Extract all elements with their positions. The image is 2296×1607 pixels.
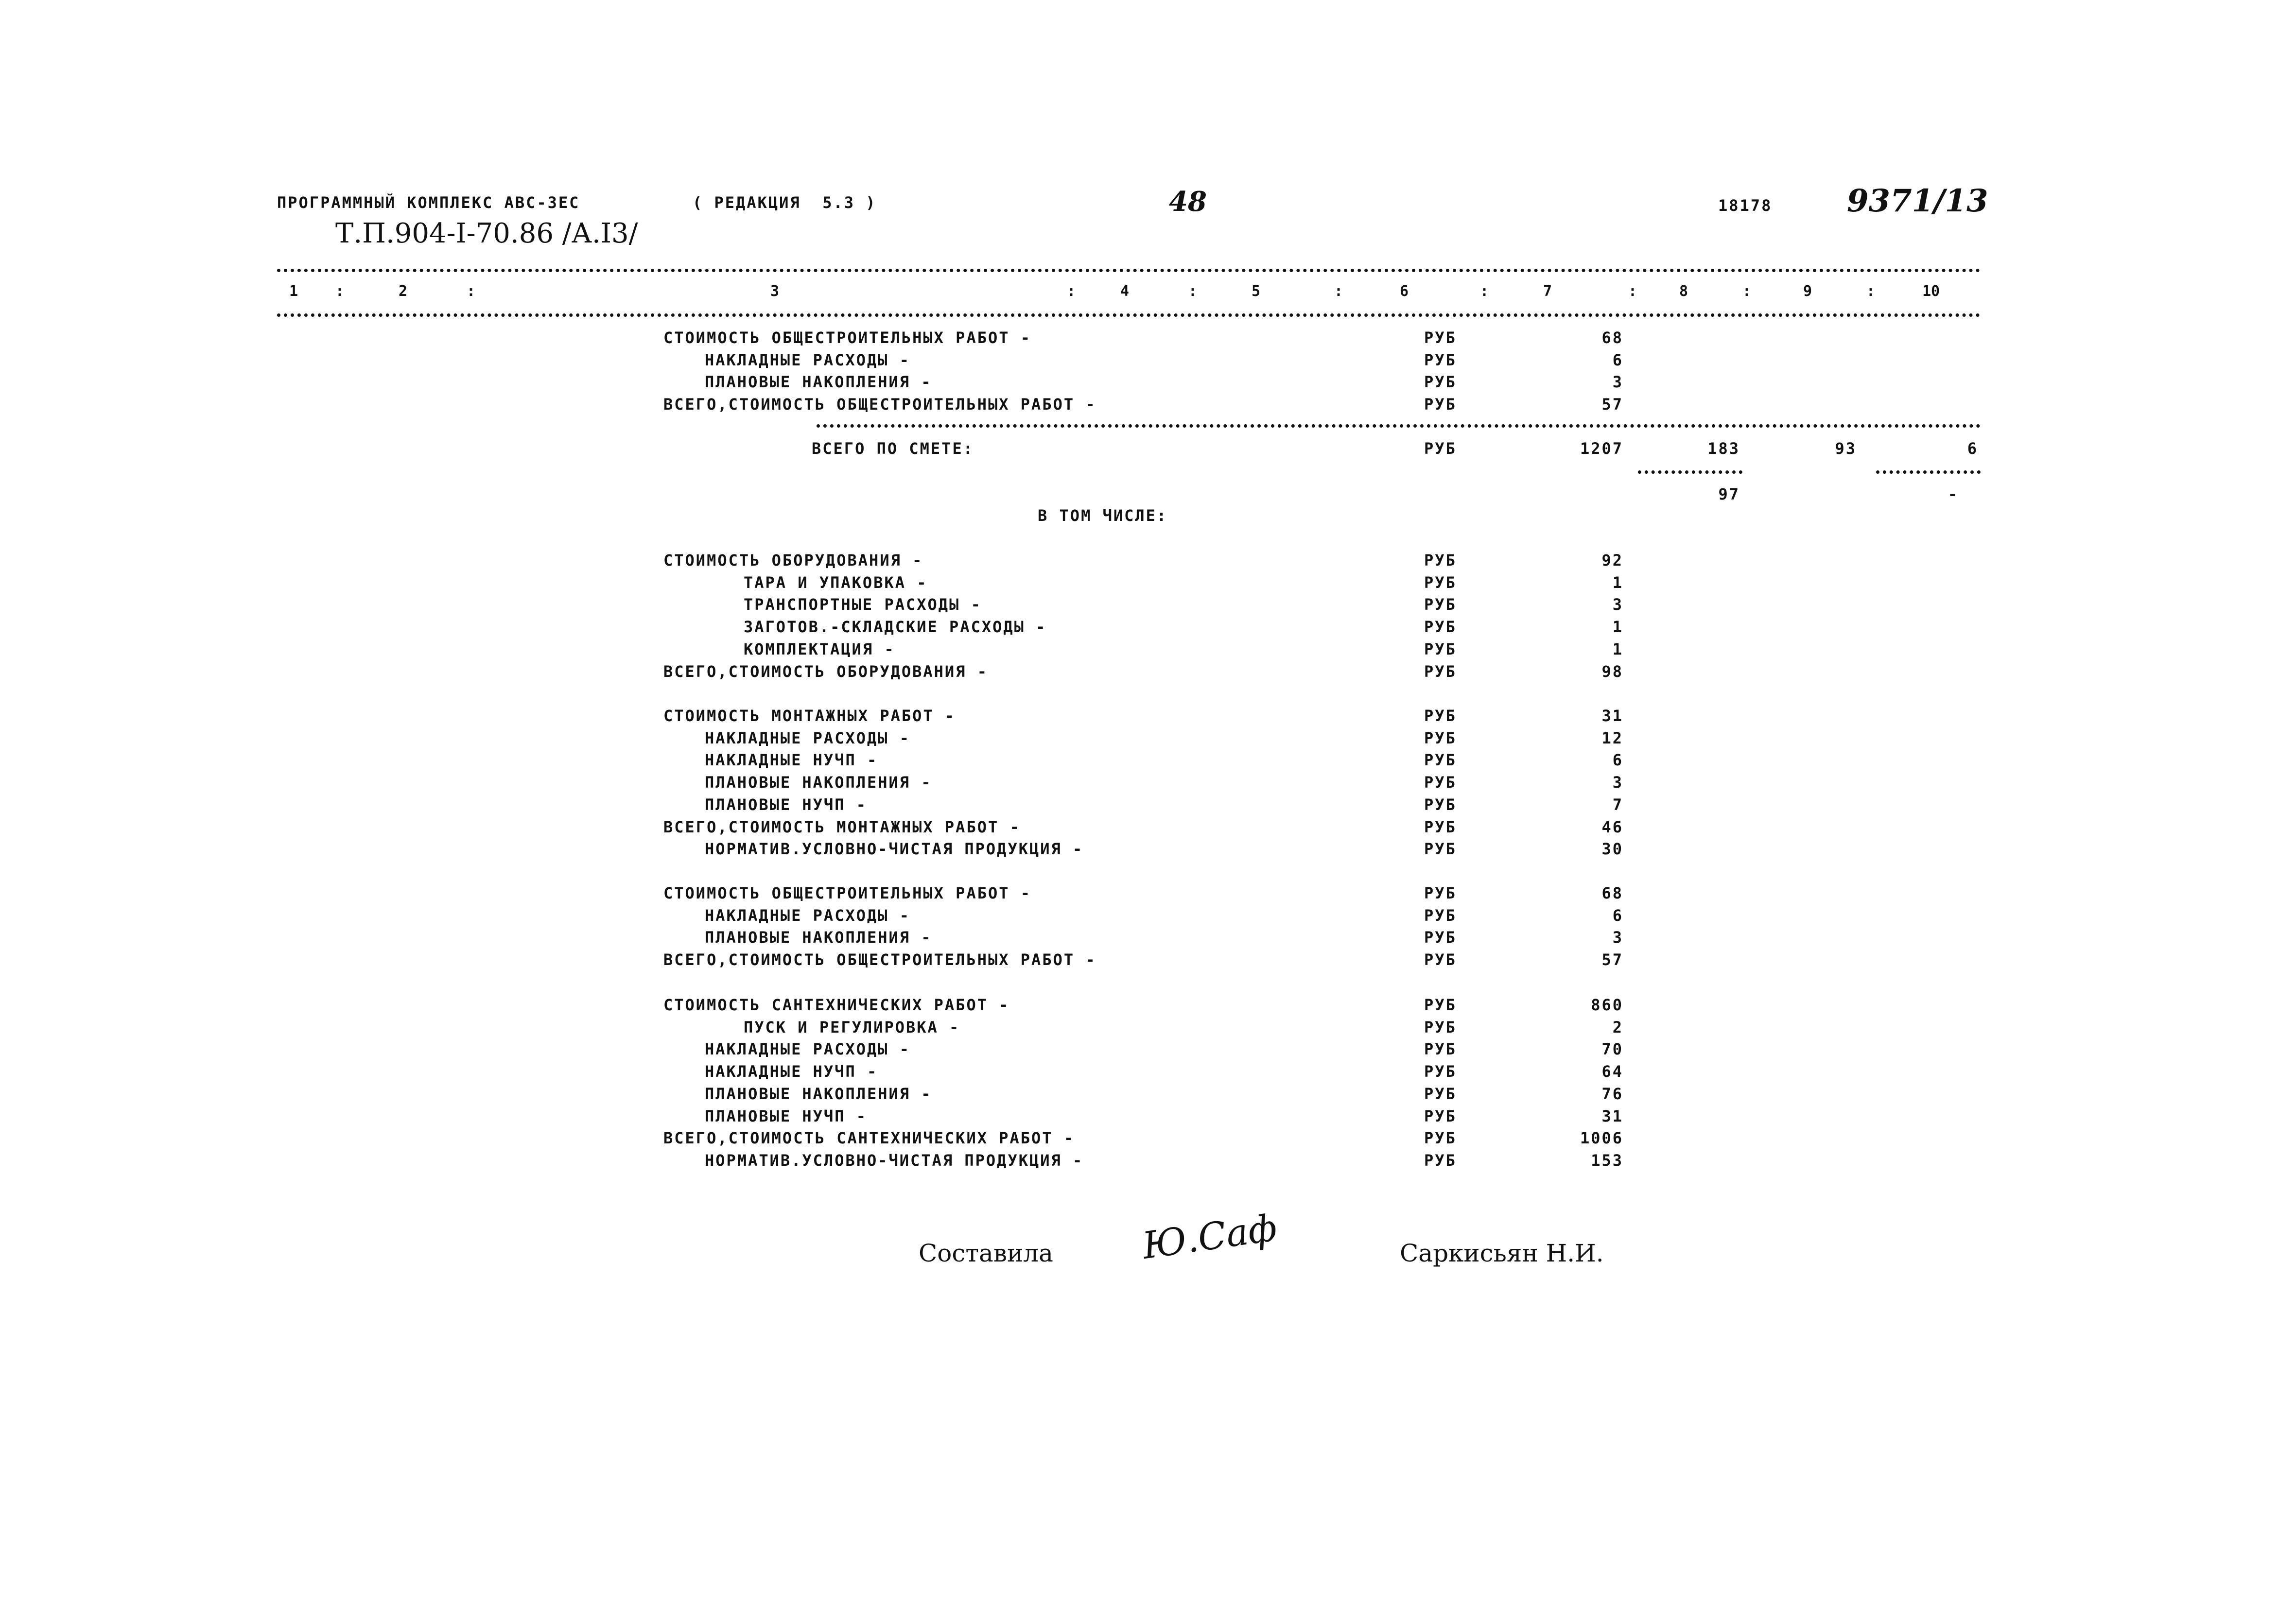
row-label: ПЛАНОВЫЕ НАКОПЛЕНИЯ - xyxy=(705,773,932,792)
sheet-reference: 9371/13 xyxy=(1847,183,1988,219)
row-unit: РУБ xyxy=(1424,928,1457,947)
column-label: 6 xyxy=(1400,283,1409,300)
row-unit: РУБ xyxy=(1424,328,1457,347)
total-label: ВСЕГО ПО СМЕТЕ: xyxy=(812,439,974,458)
row-value: 1 xyxy=(1612,573,1623,592)
column-separator: : xyxy=(335,283,345,300)
signature: Ю.Саф xyxy=(1140,1206,1280,1267)
row-unit: РУБ xyxy=(1424,707,1457,725)
column-label: 8 xyxy=(1679,283,1688,300)
row-label: ТРАНСПОРТНЫЕ РАСХОДЫ - xyxy=(744,595,982,614)
row-label: НАКЛАДНЫЕ РАСХОДЫ - xyxy=(705,1040,911,1059)
row-value: 46 xyxy=(1601,817,1623,836)
total-col8: 183 xyxy=(1707,439,1740,458)
row-unit: РУБ xyxy=(1424,1084,1457,1103)
row-value: 31 xyxy=(1601,707,1623,725)
row-value: 57 xyxy=(1601,950,1623,969)
column-label: 4 xyxy=(1120,283,1130,300)
row-label: ВСЕГО,СТОИМОСТЬ МОНТАЖНЫХ РАБОТ - xyxy=(663,817,1021,836)
total-col8-rule xyxy=(1638,470,1742,474)
row-unit: РУБ xyxy=(1424,595,1457,614)
row-value: 31 xyxy=(1601,1106,1623,1125)
column-separator: : xyxy=(1188,283,1198,300)
total-col7: 1207 xyxy=(1580,439,1623,458)
column-separator: : xyxy=(1628,283,1637,300)
row-unit: РУБ xyxy=(1424,773,1457,792)
row-unit: РУБ xyxy=(1424,906,1457,925)
row-unit: РУБ xyxy=(1424,618,1457,637)
row-label: НАКЛАДНЫЕ РАСХОДЫ - xyxy=(705,350,911,369)
row-label: ВСЕГО,СТОИМОСТЬ ОБЩЕСТРОИТЕЛЬНЫХ РАБОТ - xyxy=(663,395,1096,414)
column-separator: : xyxy=(1742,283,1752,300)
row-value: 68 xyxy=(1601,884,1623,902)
compiled-label: Составила xyxy=(919,1239,1053,1267)
compiler-name: Саркисьян Н.И. xyxy=(1400,1239,1604,1267)
row-unit: РУБ xyxy=(1424,350,1457,369)
total-col10: 6 xyxy=(1967,439,1978,458)
row-unit: РУБ xyxy=(1424,950,1457,969)
row-value: 3 xyxy=(1612,773,1623,792)
row-label: ЗАГОТОВ.-СКЛАДСКИЕ РАСХОДЫ - xyxy=(744,618,1047,637)
row-unit: РУБ xyxy=(1424,551,1457,570)
row-value: 57 xyxy=(1601,395,1623,414)
column-separator: : xyxy=(1067,283,1076,300)
row-label: ПЛАНОВЫЕ НАКОПЛЕНИЯ - xyxy=(705,928,932,947)
table-top-rule xyxy=(277,269,1981,272)
row-value: 70 xyxy=(1601,1040,1623,1059)
row-unit: РУБ xyxy=(1424,639,1457,658)
row-unit: РУБ xyxy=(1424,1151,1457,1170)
row-unit: РУБ xyxy=(1424,373,1457,392)
row-label: НАКЛАДНЫЕ РАСХОДЫ - xyxy=(705,906,911,925)
total-rule xyxy=(817,424,1981,428)
row-unit: РУБ xyxy=(1424,884,1457,902)
total-unit: РУБ xyxy=(1424,439,1457,458)
row-unit: РУБ xyxy=(1424,1129,1457,1148)
project-code: Т.П.904-I-70.86 /А.I3/ xyxy=(335,218,638,249)
column-separator: : xyxy=(467,283,476,300)
row-value: 2 xyxy=(1612,1018,1623,1037)
row-value: 68 xyxy=(1601,328,1623,347)
column-label: 5 xyxy=(1252,283,1261,300)
row-unit: РУБ xyxy=(1424,795,1457,814)
column-label: 7 xyxy=(1543,283,1552,300)
row-value: 3 xyxy=(1612,595,1623,614)
row-value: 153 xyxy=(1591,1151,1623,1170)
row-value: 12 xyxy=(1601,728,1623,747)
total-col10-sub: - xyxy=(1948,485,1959,503)
row-value: 1006 xyxy=(1580,1129,1623,1148)
row-value: 92 xyxy=(1601,551,1623,570)
row-label: ПЛАНОВЫЕ НУЧП - xyxy=(705,795,867,814)
row-value: 1 xyxy=(1612,618,1623,637)
row-value: 1 xyxy=(1612,639,1623,658)
column-label: 3 xyxy=(770,283,780,300)
row-label: НОРМАТИВ.УСЛОВНО-ЧИСТАЯ ПРОДУКЦИЯ - xyxy=(705,1151,1084,1170)
row-label: НОРМАТИВ.УСЛОВНО-ЧИСТАЯ ПРОДУКЦИЯ - xyxy=(705,840,1084,859)
column-label: 1 xyxy=(289,283,298,300)
total-col9: 93 xyxy=(1835,439,1857,458)
row-unit: РУБ xyxy=(1424,662,1457,681)
row-label: ПЛАНОВЫЕ НУЧП - xyxy=(705,1106,867,1125)
row-unit: РУБ xyxy=(1424,996,1457,1014)
row-value: 6 xyxy=(1612,906,1623,925)
including-label: В ТОМ ЧИСЛЕ: xyxy=(1038,506,1168,525)
row-unit: РУБ xyxy=(1424,728,1457,747)
row-label: КОМПЛЕКТАЦИЯ - xyxy=(744,639,895,658)
row-label: ВСЕГО,СТОИМОСТЬ САНТЕХНИЧЕСКИХ РАБОТ - xyxy=(663,1129,1075,1148)
column-label: 2 xyxy=(399,283,408,300)
row-unit: РУБ xyxy=(1424,573,1457,592)
program-edition: ( РЕДАКЦИЯ 5.3 ) xyxy=(693,193,877,212)
row-value: 6 xyxy=(1612,350,1623,369)
row-unit: РУБ xyxy=(1424,1040,1457,1059)
row-value: 6 xyxy=(1612,751,1623,770)
row-unit: РУБ xyxy=(1424,1018,1457,1037)
row-value: 7 xyxy=(1612,795,1623,814)
total-col8-sub: 97 xyxy=(1718,485,1740,503)
row-label: СТОИМОСТЬ ОБЩЕСТРОИТЕЛЬНЫХ РАБОТ - xyxy=(663,328,1032,347)
row-unit: РУБ xyxy=(1424,840,1457,859)
column-separator: : xyxy=(1866,283,1876,300)
table-header-rule xyxy=(277,313,1981,317)
row-unit: РУБ xyxy=(1424,1106,1457,1125)
row-value: 3 xyxy=(1612,928,1623,947)
row-unit: РУБ xyxy=(1424,395,1457,414)
row-value: 76 xyxy=(1601,1084,1623,1103)
row-label: НАКЛАДНЫЕ НУЧП - xyxy=(705,1062,878,1081)
row-value: 98 xyxy=(1601,662,1623,681)
column-separator: : xyxy=(1480,283,1489,300)
row-label: СТОИМОСТЬ МОНТАЖНЫХ РАБОТ - xyxy=(663,707,956,725)
page-number: 48 xyxy=(1169,186,1207,218)
column-label: 10 xyxy=(1922,283,1940,300)
total-col10-rule xyxy=(1876,470,1981,474)
row-unit: РУБ xyxy=(1424,751,1457,770)
row-label: НАКЛАДНЫЕ НУЧП - xyxy=(705,751,878,770)
document-code: 18178 xyxy=(1718,196,1773,215)
row-label: ПЛАНОВЫЕ НАКОПЛЕНИЯ - xyxy=(705,1084,932,1103)
row-label: ВСЕГО,СТОИМОСТЬ ОБЩЕСТРОИТЕЛЬНЫХ РАБОТ - xyxy=(663,950,1096,969)
row-unit: РУБ xyxy=(1424,817,1457,836)
row-label: ПЛАНОВЫЕ НАКОПЛЕНИЯ - xyxy=(705,373,932,392)
row-label: ВСЕГО,СТОИМОСТЬ ОБОРУДОВАНИЯ - xyxy=(663,662,988,681)
row-unit: РУБ xyxy=(1424,1062,1457,1081)
row-label: ПУСК И РЕГУЛИРОВКА - xyxy=(744,1018,960,1037)
row-value: 64 xyxy=(1601,1062,1623,1081)
program-title: ПРОГРАММНЫЙ КОМПЛЕКС АВС-3ЕС xyxy=(277,193,580,212)
row-value: 860 xyxy=(1591,996,1623,1014)
row-label: СТОИМОСТЬ ОБОРУДОВАНИЯ - xyxy=(663,551,923,570)
row-label: СТОИМОСТЬ САНТЕХНИЧЕСКИХ РАБОТ - xyxy=(663,996,1010,1014)
row-value: 3 xyxy=(1612,373,1623,392)
column-label: 9 xyxy=(1803,283,1812,300)
row-label: НАКЛАДНЫЕ РАСХОДЫ - xyxy=(705,728,911,747)
row-label: ТАРА И УПАКОВКА - xyxy=(744,573,928,592)
row-value: 30 xyxy=(1601,840,1623,859)
column-separator: : xyxy=(1334,283,1343,300)
row-label: СТОИМОСТЬ ОБЩЕСТРОИТЕЛЬНЫХ РАБОТ - xyxy=(663,884,1032,902)
